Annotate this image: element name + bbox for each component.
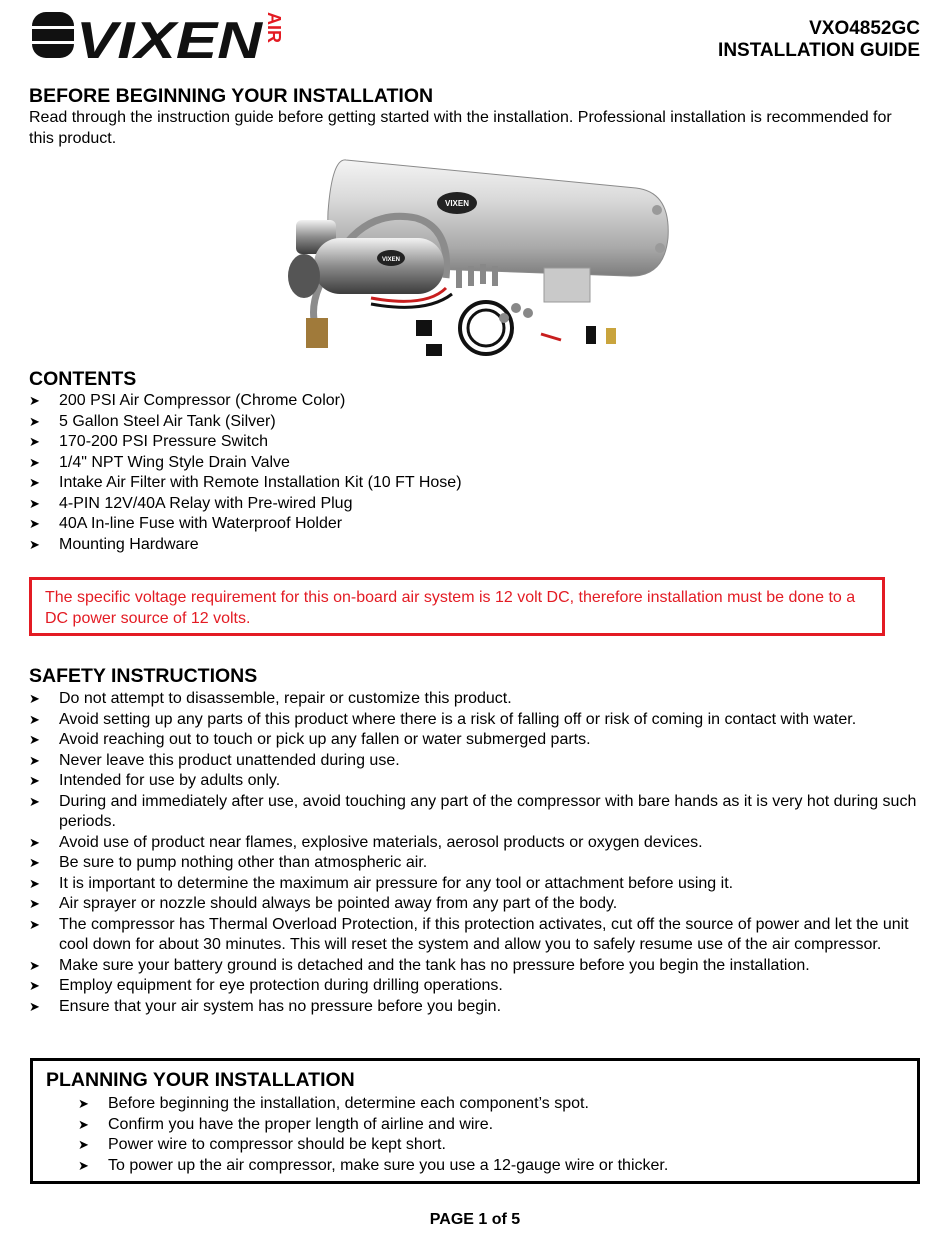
intro-heading: BEFORE BEGINNING YOUR INSTALLATION (29, 85, 434, 107)
list-item: ➤ The compressor has Thermal Overload Protection, if this protection activates, cut off the source of power and let the unit cool down for about 30 minutes. This will reset the system and allow you to safely resume use of the air compressor. (29, 915, 909, 953)
vixen-air-logo (30, 6, 290, 64)
list-item: ➤ 4-PIN 12V/40A Relay with Pre-wired Plug (0, 494, 920, 515)
list-item: ➤ Avoid reaching out to touch or pick up any fallen or water submerged parts. (0, 730, 920, 751)
document-header (718, 18, 920, 62)
list-item: ➤ Make sure your battery ground is detached and the tank has no pressure before you begin the installation. (0, 956, 920, 977)
list-item: ➤ Air sprayer or nozzle should always be pointed away from any part of the body. (0, 894, 920, 915)
arrow-bullet-icon: ➤ (29, 732, 40, 747)
list-item: ➤ Mounting Hardware (0, 535, 920, 556)
svg-text:VIXEN: VIXEN (381, 257, 401, 263)
list-item: ➤ 170-200 PSI Pressure Switch (0, 432, 920, 453)
list-item: ➤ Avoid use of product near flames, explosive materials, aerosol products or oxygen devices. (0, 833, 920, 854)
arrow-bullet-icon: ➤ (29, 475, 40, 490)
arrow-bullet-icon: ➤ (29, 978, 40, 993)
list-item: ➤ Intended for use by adults only. (0, 771, 920, 792)
list-item: ➤ 200 PSI Air Compressor (Chrome Color) (0, 391, 920, 412)
arrow-bullet-icon: ➤ (29, 855, 40, 870)
voltage-warning-box (29, 577, 885, 636)
arrow-bullet-icon: ➤ (29, 495, 40, 511)
arrow-bullet-icon: ➤ (29, 896, 40, 911)
page-number: PAGE 1 of 5 (429, 1211, 521, 1228)
arrow-bullet-icon: ➤ (29, 875, 40, 891)
arrow-bullet-icon: ➤ (29, 916, 40, 932)
voltage-warning-text: The specific voltage requirement for this on-board air system is 12 volt DC, therefore installation must be done to a DC power source of 12 volts. (45, 589, 856, 627)
arrow-bullet-icon: ➤ (29, 834, 40, 850)
arrow-bullet-icon: ➤ (29, 393, 40, 408)
arrow-bullet-icon: ➤ (29, 413, 40, 429)
arrow-bullet-icon: ➤ (29, 434, 40, 449)
arrow-bullet-icon: ➤ (78, 1137, 89, 1152)
arrow-bullet-icon: ➤ (29, 691, 40, 706)
arrow-bullet-icon: ➤ (29, 957, 40, 973)
list-item: ➤ Do not attempt to disassemble, repair or customize this product. (0, 689, 920, 710)
list-item: ➤ During and immediately after use, avoid touching any part of the compressor with bare hands as it is very hot during such periods. (29, 792, 917, 830)
safety-heading: SAFETY INSTRUCTIONS (29, 665, 258, 687)
product-image (276, 148, 676, 360)
svg-text:VIXEN: VIXEN (444, 199, 470, 208)
arrow-bullet-icon: ➤ (78, 1116, 89, 1132)
arrow-bullet-icon: ➤ (29, 773, 40, 788)
arrow-bullet-icon: ➤ (29, 998, 40, 1014)
list-item: ➤ Before beginning the installation, determine each component’s spot. (49, 1094, 909, 1115)
list-item: ➤ 1/4" NPT Wing Style Drain Valve (0, 453, 920, 474)
list-item: ➤ Power wire to compressor should be kept short. (49, 1135, 909, 1156)
planning-box (30, 1058, 920, 1184)
list-item: ➤ To power up the air compressor, make sure you use a 12-gauge wire or thicker. (49, 1156, 909, 1177)
list-item: ➤ Never leave this product unattended during use. (0, 751, 920, 772)
list-item: ➤ 5 Gallon Steel Air Tank (Silver) (0, 412, 920, 433)
list-item: ➤ Ensure that your air system has no pressure before you begin. (0, 997, 920, 1018)
safety-list (0, 689, 920, 1017)
list-item: ➤ It is important to determine the maximum air pressure for any tool or attachment before using it. (0, 874, 920, 895)
model-number: VXO4852GC (809, 18, 920, 39)
list-item: ➤ Confirm you have the proper length of airline and wire. (49, 1115, 909, 1136)
arrow-bullet-icon: ➤ (78, 1096, 89, 1111)
document-title: INSTALLATION GUIDE (718, 40, 920, 61)
brand-sub: AIR (264, 12, 284, 43)
arrow-bullet-icon: ➤ (29, 752, 40, 768)
list-item: ➤ Be sure to pump nothing other than atmospheric air. (0, 853, 920, 874)
planning-heading: PLANNING YOUR INSTALLATION (46, 1069, 355, 1091)
list-item: ➤ Avoid setting up any parts of this product where there is a risk of falling off or risk of coming in contact with water. (0, 710, 920, 731)
contents-list (0, 391, 920, 555)
brand-name: VIXEN (76, 12, 264, 64)
arrow-bullet-icon: ➤ (29, 516, 40, 531)
arrow-bullet-icon: ➤ (78, 1157, 89, 1173)
arrow-bullet-icon: ➤ (29, 793, 40, 809)
list-item: ➤ Employ equipment for eye protection during drilling operations. (0, 976, 920, 997)
arrow-bullet-icon: ➤ (29, 536, 40, 552)
arrow-bullet-icon: ➤ (29, 711, 40, 727)
planning-list (49, 1094, 909, 1176)
list-item: ➤ 40A In-line Fuse with Waterproof Holder (0, 514, 920, 535)
intro-text: Read through the instruction guide before getting started with the installation. Professional installation is recommended for this product. (29, 109, 892, 147)
contents-heading: CONTENTS (29, 368, 137, 390)
list-item: ➤ Intake Air Filter with Remote Installation Kit (10 FT Hose) (0, 473, 920, 494)
arrow-bullet-icon: ➤ (29, 454, 40, 470)
